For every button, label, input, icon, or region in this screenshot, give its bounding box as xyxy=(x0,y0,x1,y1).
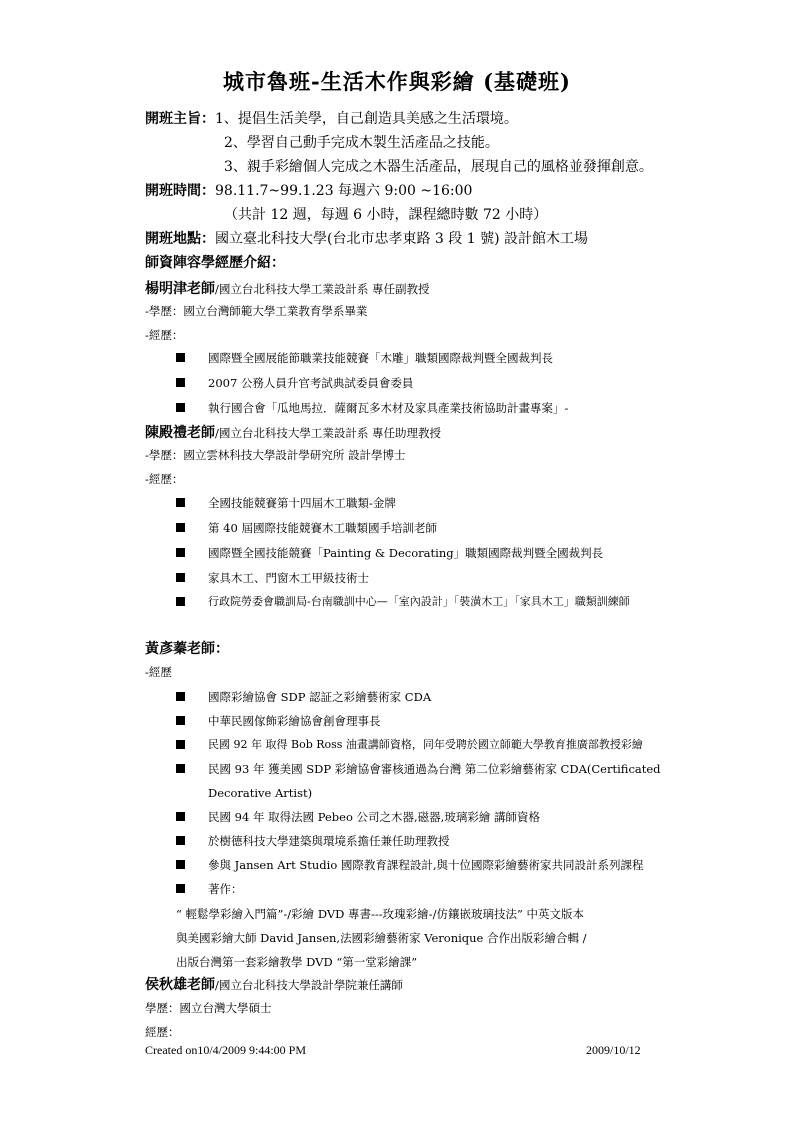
teacher-3-item-1: 國際彩繪協會 SDP 認証之彩繪藝術家 CDA xyxy=(208,690,432,704)
teacher-1-item-2: 2007 公務人員升官考試典試委員會委員 xyxy=(208,376,414,390)
teacher-3-name: 黃彥蓁老師： xyxy=(145,641,229,657)
location-line xyxy=(145,230,588,248)
teacher-3-item-6: 於樹德科技大學建築與環境系擔任兼任助理教授 xyxy=(208,834,450,848)
teacher-3-item-8: 著作： xyxy=(208,882,243,896)
document-title: 城市魯班-生活木作與彩繪 (基礎班) xyxy=(223,69,571,94)
bullet xyxy=(176,812,185,821)
teacher-3-item-4-continuation: Decorative Artist) xyxy=(208,786,313,800)
purpose-label: 開班主旨： xyxy=(145,111,215,127)
location-label: 開班地點： xyxy=(145,231,215,247)
bullet xyxy=(176,403,185,412)
bullet xyxy=(176,884,185,893)
bullet xyxy=(176,716,185,725)
teacher-1-name: 楊明津老師 xyxy=(145,281,215,297)
bullet xyxy=(176,740,185,749)
teacher-4-name: 侯秋雄老師 xyxy=(145,977,215,993)
teacher-2-name: 陳殿禮老師 xyxy=(145,425,215,441)
bullet xyxy=(176,353,185,362)
teacher-1-item-3: 執行國合會「瓜地馬拉．薩爾瓦多木材及家具產業技術協助計畫專案」- xyxy=(208,401,569,415)
teacher-2-item-1: 全國技能競賽第十四屆木工職類-金牌 xyxy=(208,496,396,510)
faculty-heading: 師資陣容學經歷介紹： xyxy=(145,255,285,271)
teacher-4-exp-label: 經歷： xyxy=(145,1025,180,1039)
teacher-3-work-3: 出版台灣第一套彩繪教學 DVD “第一堂彩繪課” xyxy=(176,955,418,969)
purpose-item-3: 3、親手彩繪個人完成之木器生活產品，展現自己的風格並發揮創意。 xyxy=(224,159,653,175)
teacher-4-education: 學歷：國立台灣大學碩士 xyxy=(145,1001,272,1015)
bullet xyxy=(176,597,185,606)
schedule-note: （共計 12 週，每週 6 小時，課程總時數 72 小時） xyxy=(224,207,548,223)
teacher-3-work-2: 與美國彩繪大師 David Jansen,法國彩繪藝術家 Veronique 合作出版彩繪合輯 / xyxy=(176,931,587,945)
bullet xyxy=(176,548,185,557)
bullet xyxy=(176,498,185,507)
purpose-line-1 xyxy=(145,110,518,128)
bullet xyxy=(176,523,185,532)
teacher-2-title: /國立台北科技大學工業設計系 專任助理教授 xyxy=(215,426,442,440)
bullet xyxy=(176,764,185,773)
teacher-2-item-5: 行政院勞委會職訓局-台南職訓中心—「室內設計」「裝潢木工」「家具木工」職類訓練師 xyxy=(208,595,630,608)
teacher-1-education: -學歷：國立台灣師範大學工業教育學系畢業 xyxy=(145,304,368,318)
bullet xyxy=(176,692,185,701)
bullet xyxy=(176,378,185,387)
schedule-label: 開班時間： xyxy=(145,183,215,199)
teacher-2-item-3: 國際暨全國技能競賽「Painting & Decorating」職類國際裁判暨全國裁判長 xyxy=(208,546,604,560)
purpose-item-1: 1、提倡生活美學，自己創造具美感之生活環境。 xyxy=(215,111,518,127)
teacher-1-header xyxy=(145,280,430,298)
teacher-3-item-5: 民國 94 年 取得法國 Pebeo 公司之木器,磁器,玻璃彩繪 講師資格 xyxy=(208,810,540,824)
teacher-1-item-1: 國際暨全國展能節職業技能競賽「木雕」職類國際裁判暨全國裁判長 xyxy=(208,351,553,365)
teacher-3-item-7: 參與 Jansen Art Studio 國際教育課程設計,與十位國際彩繪藝術家共同設計系列課程 xyxy=(208,858,644,872)
purpose-item-2: 2、學習自己動手完成木製生活產品之技能。 xyxy=(224,135,499,151)
footer-date: 2009/10/12 xyxy=(586,1043,641,1057)
bullet xyxy=(176,836,185,845)
schedule-value: 98.11.7~99.1.23 每週六 9:00 ~16:00 xyxy=(215,183,473,199)
teacher-3-exp-label: -經歷 xyxy=(145,665,172,679)
teacher-2-exp-label: -經歷： xyxy=(145,472,184,486)
location-value: 國立臺北科技大學(台北市忠孝東路 3 段 1 號) 設計館木工場 xyxy=(215,231,588,247)
bullet xyxy=(176,860,185,869)
footer-created: Created on10/4/2009 9:44:00 PM xyxy=(145,1043,306,1057)
teacher-2-header xyxy=(145,424,441,442)
teacher-1-title: /國立台北科技大學工業設計系 專任副教授 xyxy=(215,282,430,296)
teacher-3-work-1: “ 輕鬆學彩繪入門篇”-/彩繪 DVD 專書---玫瑰彩繪-/仿鑲嵌玻璃技法” 中英文版本 xyxy=(176,907,584,921)
teacher-1-exp-label: -經歷： xyxy=(145,328,184,342)
teacher-2-item-4: 家具木工、門窗木工甲級技術士 xyxy=(208,571,369,585)
teacher-3-item-2: 中華民國傢飾彩繪協會創會理事長 xyxy=(208,714,381,728)
schedule-line xyxy=(145,182,472,200)
bullet xyxy=(176,573,185,582)
teacher-4-header xyxy=(145,976,403,994)
teacher-4-title: /國立台北科技大學設計學院兼任講師 xyxy=(215,978,403,992)
teacher-2-education: -學歷：國立雲林科技大學設計學研究所 設計學博士 xyxy=(145,448,406,462)
teacher-3-item-3: 民國 92 年 取得 Bob Ross 油畫講師資格，同年受聘於國立師範大學教育推廣部教授彩繪 xyxy=(208,738,643,751)
teacher-3-item-4: 民國 93 年 獲美國 SDP 彩繪協會審核通過為台灣 第二位彩繪藝術家 CDA(Certificated xyxy=(208,762,661,776)
teacher-2-item-2: 第 40 屆國際技能競賽木工職類國手培訓老師 xyxy=(208,521,437,535)
